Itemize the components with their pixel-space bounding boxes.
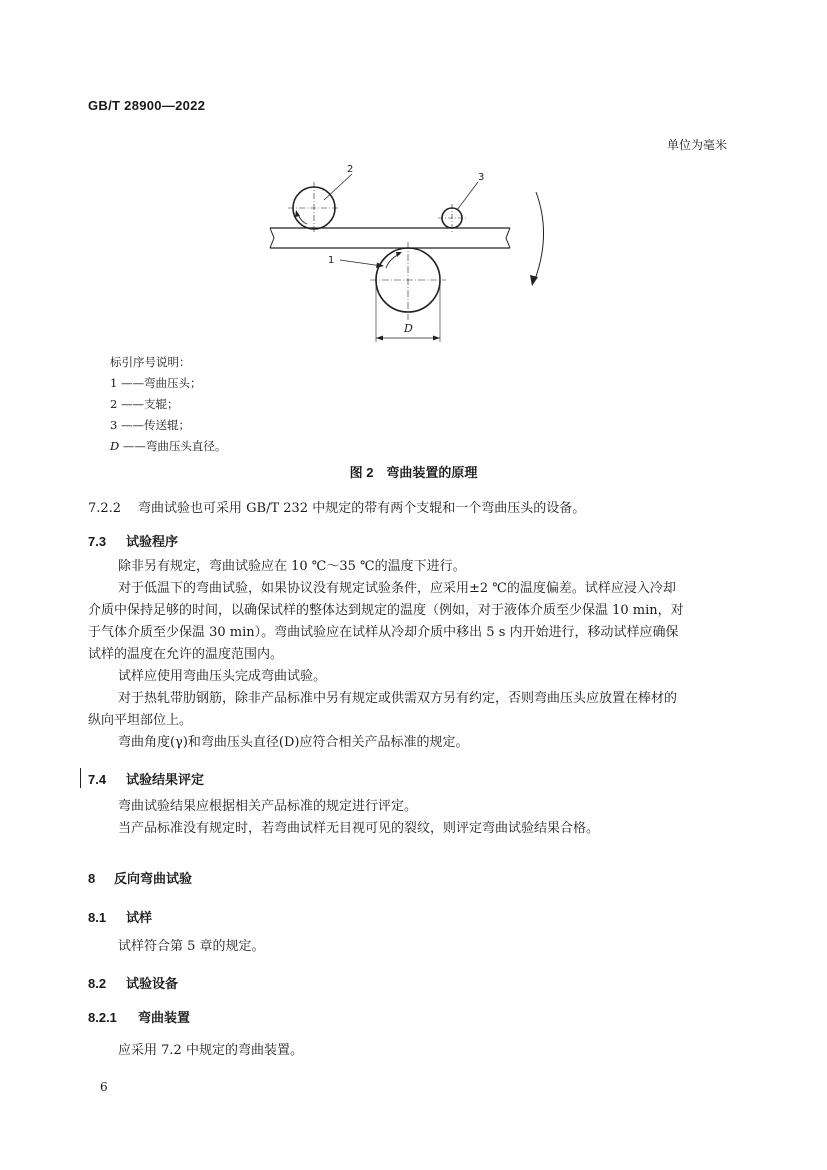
label-1: 1 [328,255,335,266]
heading-8-2-1 [88,1007,190,1026]
heading-title: 试验设备 [126,976,179,991]
clause-7-2-2 [88,497,585,516]
paragraph: 当产品标准没有规定时，若弯曲试样无目视可见的裂纹，则评定弯曲试验结果合格。 [118,821,600,836]
chapter-title: 反向弯曲试验 [114,871,193,886]
chapter-number: 8 [88,871,96,886]
paragraph: 试样符合第 5 章的规定。 [118,939,265,954]
legend-key: 3 [110,418,118,432]
paragraph: 弯曲试验结果应根据相关产品标准的规定进行评定。 [118,799,418,814]
legend-item [110,436,226,457]
paragraph: 试样应使用弯曲压头完成弯曲试验。 [118,669,327,684]
leader-line-1 [340,260,382,266]
heading-number: 7.3 [88,534,107,549]
legend-desc: ——支辊； [120,397,179,411]
bending-direction-arc [534,192,544,282]
legend-key: 1 [110,376,118,390]
paragraph: 应采用 7.2 中规定的弯曲装置。 [118,1043,303,1058]
legend-key: 2 [110,397,118,411]
heading-title: 试样 [126,910,153,925]
heading-number: 8.2.1 [88,1010,117,1025]
heading-title: 弯曲装置 [138,1010,191,1025]
paragraph-continuation: 于气体介质至少保温 30 min）。弯曲试验应在试样从冷却介质中移出 5 s 内开始进行，移动试样应确保 [88,625,679,640]
support-roll-arrowhead [295,210,300,217]
paragraph-continuation: 试样的温度在允许的温度范围内。 [88,647,284,662]
paragraph: 对于低温下的弯曲试验，如果协议没有规定试验条件，应采用±2 ℃的温度偏差。试样应浸入冷却 [118,581,676,596]
paragraph: 弯曲角度(γ)和弯曲压头直径(D)应符合相关产品标准的规定。 [118,735,469,750]
leader-line-3 [457,182,478,210]
standard-code: GB/T 28900—2022 [88,98,206,113]
dimension-arrow-left [376,336,383,341]
change-bar [80,768,81,788]
bending-device-diagram [260,160,560,350]
paragraph: 对于热轧带肋钢筋，除非产品标准中另有规定或供需双方另有约定，否则弯曲压头应放置在棒材的 [118,691,678,706]
heading-7-3 [88,531,178,550]
heading-number: 8.2 [88,976,107,991]
legend-desc: ——弯曲压头； [120,376,202,390]
label-3: 3 [478,172,485,183]
bending-former-arrowhead [396,252,402,257]
dimension-arrow-right [433,336,440,341]
legend-title: 标引序号说明： [110,355,191,369]
unit-note: 单位为毫米 [666,138,727,152]
figure-legend [110,352,226,457]
label-2: 2 [347,164,354,175]
heading-8-2 [88,973,178,992]
leader-line-2 [324,174,352,200]
clause-text: 弯曲试验也可采用 GB/T 232 中规定的带有两个支辊和一个弯曲压头的设备。 [138,501,586,516]
legend-key: D [110,439,120,453]
bending-device-figure [260,160,560,354]
figure-caption: 图 2 弯曲装置的原理 [349,465,478,480]
specimen-break-left [270,228,274,248]
legend-item [110,394,226,415]
paragraph-continuation: 纵向平坦部位上。 [88,713,193,728]
heading-title: 试验结果评定 [126,772,205,787]
bending-direction-arrowhead [530,275,538,286]
specimen-break-right [506,228,510,248]
heading-title: 试验程序 [126,534,179,549]
legend-item [110,373,226,394]
dimension-label: D [404,322,413,335]
page-number: 6 [100,1080,108,1094]
paragraph-continuation: 介质中保持足够的时间，以确保试样的整体达到规定的温度（例如，对于液体介质至少保温 10 min，对 [88,603,684,618]
paragraph: 除非另有规定，弯曲试验应在 10 ℃～35 ℃的温度下进行。 [118,559,466,574]
heading-number: 7.4 [88,772,107,787]
legend-desc: ——传送辊； [120,418,190,432]
heading-7-4 [88,769,204,788]
heading-number: 8.1 [88,910,107,925]
clause-number: 7.2.2 [88,501,122,516]
legend-item [110,415,226,436]
legend-desc: ——弯曲压头直径。 [122,439,227,453]
heading-8-1 [88,907,152,926]
chapter-8-heading [88,868,192,887]
